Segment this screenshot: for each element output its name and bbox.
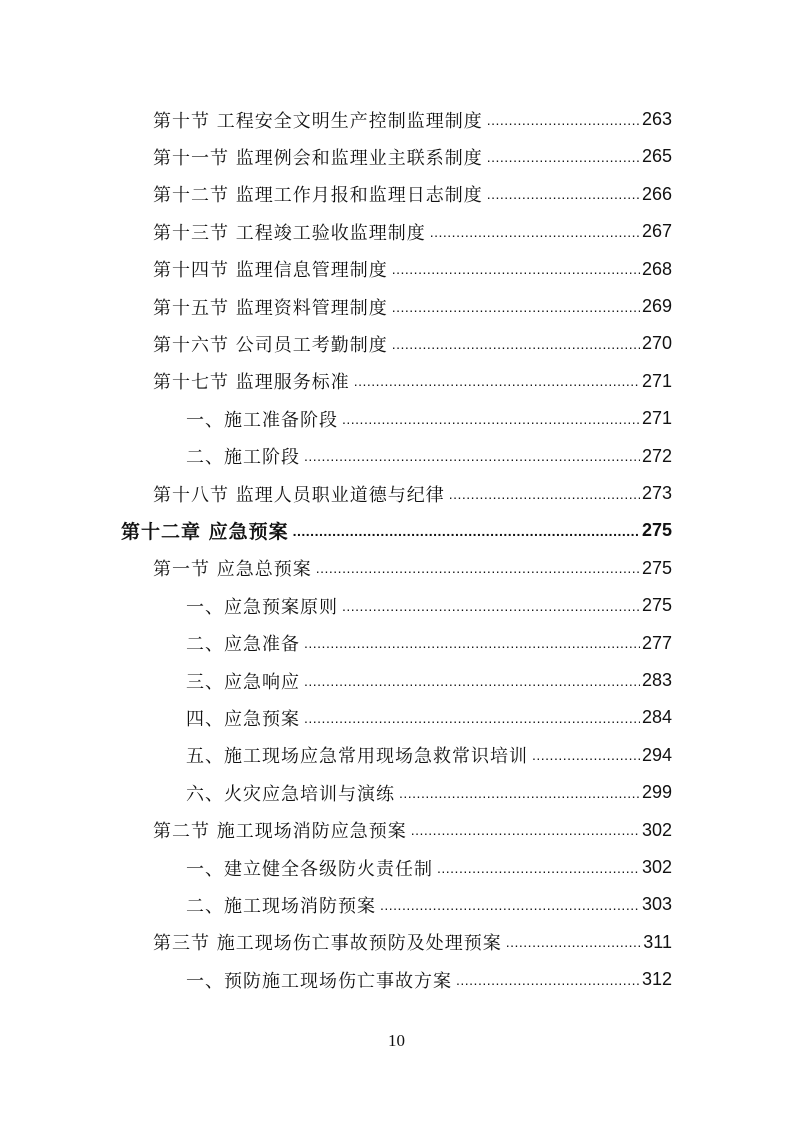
- toc-section-entry[interactable]: [153, 101, 672, 138]
- toc-entry-title: 第十一节 监理例会和监理业主联系制度: [153, 147, 483, 169]
- toc-entry-title: 五、施工现场应急常用现场急救常识培训: [186, 746, 528, 768]
- toc-entry-page: 265: [641, 146, 672, 167]
- toc-entry-title: 第十节 工程安全文明生产控制监理制度: [153, 110, 483, 132]
- dot-leader: [304, 445, 640, 467]
- toc-section-entry[interactable]: [153, 475, 672, 512]
- toc-entry-page: 270: [641, 333, 672, 354]
- toc-entry-page: 302: [641, 819, 672, 840]
- toc-entry-title: 第十七节 监理服务标准: [153, 372, 350, 394]
- toc-subsection-entry[interactable]: [186, 662, 672, 699]
- toc-subsection-entry[interactable]: [186, 587, 672, 624]
- toc-entry-page: 275: [641, 557, 672, 578]
- toc-entry-page: 303: [641, 894, 672, 915]
- toc-entry-title: 六、火灾应急培训与演练: [186, 783, 395, 805]
- dot-leader: [532, 744, 640, 766]
- toc-entry-page: 284: [641, 707, 672, 728]
- toc-entry-page: 269: [641, 296, 672, 316]
- toc-entry-page: 294: [641, 744, 672, 765]
- toc-subsection-entry[interactable]: [186, 400, 672, 437]
- dot-leader: [392, 296, 640, 318]
- toc-entry-page: 268: [641, 258, 672, 279]
- dot-leader: [506, 931, 642, 953]
- toc-entry-page: 311: [643, 931, 672, 952]
- dot-leader: [342, 595, 640, 617]
- toc-entry-title: 一、预防施工现场伤亡事故方案: [186, 970, 452, 992]
- page-number: 10: [388, 1031, 405, 1050]
- toc-subsection-entry[interactable]: [186, 737, 672, 774]
- toc-entry-title: 三、应急响应: [186, 671, 300, 693]
- dot-leader: [487, 146, 640, 168]
- toc-entry-page: 312: [641, 969, 672, 990]
- toc-entry-page: 271: [641, 408, 672, 429]
- toc-entry-title: 一、应急预案原则: [186, 596, 338, 618]
- toc-entry-page: 283: [641, 670, 672, 690]
- toc-entry-title: 第一节 应急总预案: [153, 559, 312, 581]
- toc-section-entry[interactable]: [153, 288, 672, 325]
- toc-entry-title: 第三节 施工现场伤亡事故预防及处理预案: [153, 933, 502, 955]
- toc-entry-title: 二、施工阶段: [186, 447, 300, 469]
- dot-leader: [456, 969, 640, 991]
- toc-entry-page: 277: [641, 632, 672, 653]
- dot-leader: [392, 258, 640, 280]
- toc-entry-title: 二、应急准备: [186, 634, 300, 656]
- dot-leader: [399, 782, 640, 804]
- toc-subsection-entry[interactable]: [186, 699, 672, 736]
- toc-chapter-entry[interactable]: [121, 512, 672, 549]
- toc-entry-title: 第十四节 监理信息管理制度: [153, 260, 388, 282]
- toc-entry-title: 第十二章 应急预案: [121, 521, 289, 544]
- toc-entry-page: 266: [641, 183, 672, 204]
- toc-entry-page: 302: [641, 857, 672, 877]
- dot-leader: [392, 333, 640, 355]
- toc-subsection-entry[interactable]: [186, 961, 672, 998]
- toc-entry-page: 263: [641, 109, 672, 129]
- toc-entry-page: 271: [641, 370, 672, 391]
- toc-entry-title: 一、施工准备阶段: [186, 409, 338, 431]
- toc-section-entry[interactable]: [153, 213, 672, 250]
- toc-entry-title: 第十五节 监理资料管理制度: [153, 297, 388, 319]
- dot-leader: [430, 221, 640, 243]
- toc-entry-page: 299: [641, 782, 672, 803]
- toc-entry-title: 第十三节 工程竣工验收监理制度: [153, 222, 426, 244]
- toc-entry-title: 一、建立健全各级防火责任制: [186, 858, 433, 880]
- dot-leader: [304, 707, 640, 729]
- toc-entry-page: 273: [641, 483, 672, 503]
- toc-entry-title: 第十二节 监理工作月报和监理日志制度: [153, 185, 483, 207]
- toc-entry-page: 275: [641, 595, 672, 616]
- toc-entry-title: 第十八节 监理人员职业道德与纪律: [153, 484, 445, 506]
- dot-leader: [487, 183, 640, 205]
- toc-entry-title: 四、应急预案: [186, 708, 300, 730]
- dot-leader: [342, 408, 640, 430]
- toc-section-entry[interactable]: [153, 550, 672, 587]
- dot-leader: [487, 109, 640, 131]
- dot-leader: [293, 520, 640, 542]
- dot-leader: [354, 370, 640, 392]
- toc-subsection-entry[interactable]: [186, 625, 672, 662]
- toc-entry-title: 第十六节 公司员工考勤制度: [153, 334, 388, 356]
- toc-subsection-entry[interactable]: [186, 849, 672, 886]
- toc-subsection-entry[interactable]: [186, 886, 672, 923]
- toc-entry-page: 272: [641, 445, 672, 466]
- dot-leader: [437, 857, 640, 879]
- toc-subsection-entry[interactable]: [186, 438, 672, 475]
- toc-section-entry[interactable]: [153, 363, 672, 400]
- dot-leader: [304, 670, 640, 692]
- dot-leader: [304, 632, 640, 654]
- dot-leader: [316, 557, 640, 579]
- toc-entry-title: 第二节 施工现场消防应急预案: [153, 821, 407, 843]
- toc-section-entry[interactable]: [153, 251, 672, 288]
- dot-leader: [411, 819, 640, 841]
- toc-section-entry[interactable]: [153, 325, 672, 362]
- toc-section-entry[interactable]: [153, 138, 672, 175]
- toc-section-entry[interactable]: [153, 924, 672, 961]
- dot-leader: [449, 483, 640, 505]
- toc-subsection-entry[interactable]: [186, 774, 672, 811]
- toc-section-entry[interactable]: [153, 176, 672, 213]
- toc-entry-page: 267: [641, 221, 672, 242]
- toc-entry-page: 275: [641, 520, 672, 541]
- toc-section-entry[interactable]: [153, 812, 672, 849]
- dot-leader: [380, 894, 640, 916]
- toc-entry-title: 二、施工现场消防预案: [186, 895, 376, 917]
